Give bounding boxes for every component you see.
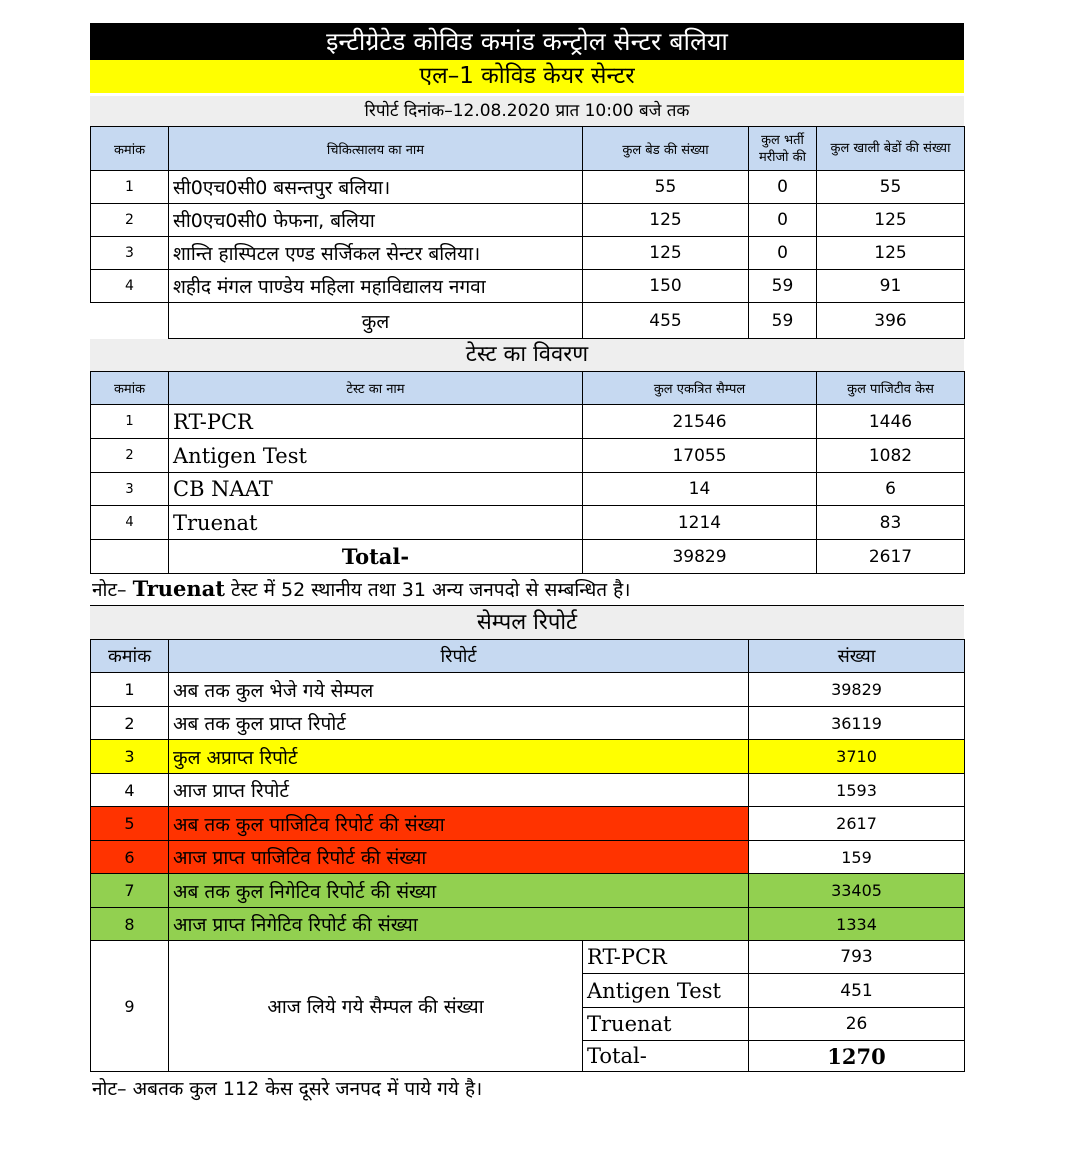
sn-cell: 3 <box>91 740 169 774</box>
beds-cell: 125 <box>583 204 749 237</box>
beds-cell: 55 <box>583 171 749 204</box>
row9-item-name: Truenat <box>583 1008 749 1041</box>
vacant-cell: 91 <box>817 270 965 303</box>
admitted-cell: 0 <box>749 204 817 237</box>
sn-cell: 1 <box>91 405 169 439</box>
admitted-cell: 59 <box>749 270 817 303</box>
hospital-name: शहीद मंगल पाण्डेय महिला महाविद्यालय नगवा <box>169 270 583 303</box>
sn-cell: 4 <box>91 506 169 540</box>
sn-cell: 1 <box>91 171 169 204</box>
tests-note-bold: Truenat <box>132 576 225 601</box>
vacant-cell: 125 <box>817 237 965 270</box>
tests-section-title: टेस्ट का विवरण <box>90 339 964 371</box>
sample-header-report: रिपोर्ट <box>169 640 749 673</box>
row9-item-name: Antigen Test <box>583 974 749 1008</box>
positive-cell: 6 <box>817 473 965 506</box>
beds-total-row <box>91 303 965 339</box>
table-row <box>91 774 965 807</box>
sample-header-count: संख्या <box>749 640 965 673</box>
report-label: अब तक कुल भेजे गये सेम्पल <box>169 673 749 707</box>
sn-cell: 4 <box>91 774 169 807</box>
report-value: 3710 <box>749 740 965 774</box>
report-value: 2617 <box>749 807 965 841</box>
report-date: रिपोर्ट दिनांक–12.08.2020 प्रात 10:00 बजे तक <box>90 96 964 126</box>
admitted-cell: 0 <box>749 171 817 204</box>
hospital-name: सी0एच0सी0 बसन्तपुर बलिया। <box>169 171 583 204</box>
sn-cell: 1 <box>91 673 169 707</box>
beds-total-beds: 455 <box>583 303 749 339</box>
report-value: 36119 <box>749 707 965 740</box>
hospital-name: शान्ति हास्पिटल एण्ड सर्जिकल सेन्टर बलिया। <box>169 237 583 270</box>
tests-note <box>92 574 630 604</box>
sn-cell: 2 <box>91 204 169 237</box>
report-label: आज प्राप्त निगेटिव रिपोर्ट की संख्या <box>169 908 749 941</box>
report-label: अब तक कुल प्राप्त रिपोर्ट <box>169 707 749 740</box>
sn-cell: 2 <box>91 439 169 473</box>
tests-header-samples: कुल एकत्रित सैम्पल <box>583 372 817 405</box>
row9-item-name: RT-PCR <box>583 941 749 974</box>
report-label: अब तक कुल पाजिटिव रिपोर्ट की संख्या <box>169 807 749 841</box>
test-name: CB NAAT <box>169 473 583 506</box>
beds-cell: 150 <box>583 270 749 303</box>
positive-cell: 1082 <box>817 439 965 473</box>
sn-cell: 2 <box>91 707 169 740</box>
report-label: आज प्राप्त पाजिटिव रिपोर्ट की संख्या <box>169 841 749 874</box>
table-row <box>91 473 965 506</box>
sample-table <box>90 639 965 1072</box>
tests-total-label: Total- <box>169 540 583 574</box>
samples-cell: 14 <box>583 473 817 506</box>
test-name: Truenat <box>169 506 583 540</box>
samples-cell: 17055 <box>583 439 817 473</box>
beds-cell: 125 <box>583 237 749 270</box>
table-row <box>91 204 965 237</box>
table-row <box>91 908 965 941</box>
row9-item-value: 451 <box>749 974 965 1008</box>
samples-cell: 1214 <box>583 506 817 540</box>
sample-section-title: सेम्पल रिपोर्ट <box>90 605 964 639</box>
sn-cell: 3 <box>91 473 169 506</box>
tests-header-sn: कमांक <box>91 372 169 405</box>
tests-note-text: टेस्ट में 52 स्थानीय तथा 31 अन्य जनपदो से सम्बन्धित है। <box>231 579 631 601</box>
sn-cell: 5 <box>91 807 169 841</box>
table-row <box>91 237 965 270</box>
beds-header-admitted: कुल भर्ती मरीजो की <box>749 127 817 171</box>
table-row <box>91 740 965 774</box>
page-subtitle: एल–1 कोविड केयर सेन्टर <box>90 60 964 93</box>
test-name: Antigen Test <box>169 439 583 473</box>
row9-item-value: 793 <box>749 941 965 974</box>
row9-item-value: 26 <box>749 1008 965 1041</box>
table-row <box>91 270 965 303</box>
beds-table <box>90 126 965 339</box>
row9-rtpcr <box>91 941 965 974</box>
sample-header-sn: कमांक <box>91 640 169 673</box>
report-value: 159 <box>749 841 965 874</box>
table-row <box>91 171 965 204</box>
table-row <box>91 439 965 473</box>
table-row <box>91 841 965 874</box>
table-row <box>91 506 965 540</box>
row9-sn: 9 <box>91 941 169 1072</box>
table-row <box>91 405 965 439</box>
beds-header-sn: कमांक <box>91 127 169 171</box>
vacant-cell: 125 <box>817 204 965 237</box>
row9-label: आज लिये गये सैम्पल की संख्या <box>169 941 583 1072</box>
report-label: कुल अप्राप्त रिपोर्ट <box>169 740 749 774</box>
vacant-cell: 55 <box>817 171 965 204</box>
table-row <box>91 707 965 740</box>
test-name: RT-PCR <box>169 405 583 439</box>
table-row <box>91 807 965 841</box>
row9-total-label: Total- <box>583 1041 749 1072</box>
tests-table <box>90 371 965 574</box>
beds-header-vacant: कुल खाली बेडों की संख्या <box>817 127 965 171</box>
row9-total-value: 1270 <box>749 1041 965 1072</box>
positive-cell: 1446 <box>817 405 965 439</box>
tests-total-samples: 39829 <box>583 540 817 574</box>
tests-total-positive: 2617 <box>817 540 965 574</box>
footer-note: नोट– अबतक कुल 112 केस दूसरे जनपद में पाये गये है। <box>92 1078 483 1100</box>
beds-total-vacant: 396 <box>817 303 965 339</box>
beds-total-admitted: 59 <box>749 303 817 339</box>
admitted-cell: 0 <box>749 237 817 270</box>
tests-note-prefix: नोट– <box>92 579 127 601</box>
report-label: अब तक कुल निगेटिव रिपोर्ट की संख्या <box>169 874 749 908</box>
beds-total-label: कुल <box>169 303 583 339</box>
beds-header-name: चिकित्सालय का नाम <box>169 127 583 171</box>
report-label: आज प्राप्त रिपोर्ट <box>169 774 749 807</box>
beds-header-beds: कुल बेड की संख्या <box>583 127 749 171</box>
table-row <box>91 673 965 707</box>
sn-cell: 6 <box>91 841 169 874</box>
hospital-name: सी0एच0सी0 फेफना, बलिया <box>169 204 583 237</box>
tests-total-row <box>91 540 965 574</box>
sn-cell: 4 <box>91 270 169 303</box>
tests-header-positive: कुल पाजिटीव केस <box>817 372 965 405</box>
sn-cell: 8 <box>91 908 169 941</box>
table-row <box>91 874 965 908</box>
sn-cell: 7 <box>91 874 169 908</box>
report-value: 1593 <box>749 774 965 807</box>
report-value: 33405 <box>749 874 965 908</box>
page-title: इन्टीग्रेटेड कोविड कमांड कन्ट्रोल सेन्टर बलिया <box>90 23 964 60</box>
report-value: 1334 <box>749 908 965 941</box>
samples-cell: 21546 <box>583 405 817 439</box>
sn-cell: 3 <box>91 237 169 270</box>
report-value: 39829 <box>749 673 965 707</box>
tests-header-name: टेस्ट का नाम <box>169 372 583 405</box>
positive-cell: 83 <box>817 506 965 540</box>
